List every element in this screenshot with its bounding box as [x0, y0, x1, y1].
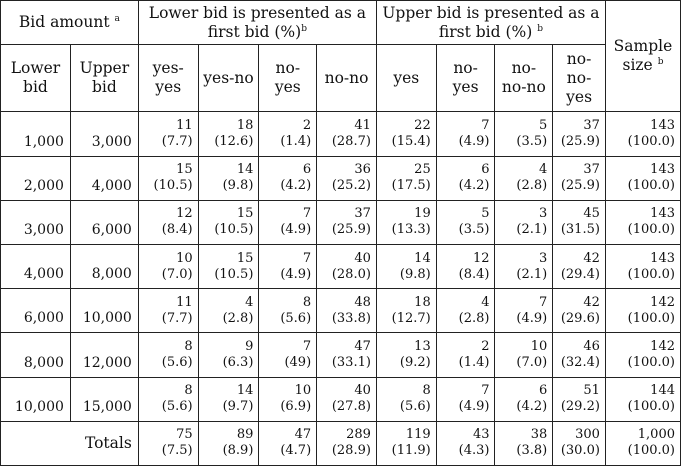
percent-value: (100.0) [627, 399, 675, 415]
upper-bid-cell: 4,000 [70, 156, 138, 200]
percent-value: (33.8) [331, 310, 371, 326]
percent-value: (4.2) [280, 178, 312, 194]
percent-value: (9.8) [222, 178, 254, 194]
count-value: 13 [414, 339, 431, 354]
percent-value: (3.5) [458, 222, 490, 238]
count-cell [317, 245, 377, 289]
sub-header-no-no-no: no-no-no [495, 45, 553, 112]
table-row [1, 289, 681, 333]
sample-size-cell [605, 245, 680, 289]
count-value: 41 [354, 118, 371, 134]
count-value: 4 [481, 294, 490, 310]
total-cell [317, 421, 377, 465]
count-value: 8 [302, 294, 312, 310]
count-value: 144 [650, 383, 675, 399]
total-percent-value: (30.0) [560, 443, 600, 459]
percent-value: (2.8) [222, 310, 254, 326]
total-count-value: 300 [575, 427, 600, 443]
percent-value: (15.4) [391, 134, 431, 150]
percent-value: (33.1) [331, 355, 371, 370]
count-value: 9 [245, 339, 254, 354]
count-cell [317, 289, 377, 333]
sub-header-yes-yes: yes-yes [138, 45, 198, 112]
count-value: 143 [650, 250, 675, 266]
count-cell [317, 200, 377, 244]
percent-value: (100.0) [627, 178, 675, 194]
count-value: 51 [583, 383, 600, 399]
count-value: 7 [538, 294, 548, 310]
table-row [1, 333, 681, 377]
percent-value: (7.7) [161, 134, 193, 150]
count-value: 45 [583, 206, 600, 222]
lower-bid-cell: 10,000 [1, 377, 71, 421]
count-cell [198, 200, 259, 244]
percent-value: (3.5) [516, 134, 548, 150]
count-cell [317, 156, 377, 200]
count-cell [198, 333, 259, 377]
total-cell [495, 421, 553, 465]
count-value: 8 [422, 383, 431, 399]
count-value: 142 [650, 339, 675, 354]
count-value: 48 [354, 294, 371, 310]
percent-value: (5.6) [399, 399, 431, 415]
count-value: 18 [414, 294, 431, 310]
count-cell [259, 377, 317, 421]
lower-bid-header: Lower bid [1, 45, 71, 112]
count-cell [138, 333, 198, 377]
percent-value: (100.0) [627, 310, 675, 326]
total-count-value: 47 [294, 427, 312, 443]
header-row-2 [1, 45, 681, 112]
total-cell [259, 421, 317, 465]
percent-value: (6.3) [222, 355, 254, 370]
total-percent-value: (8.9) [222, 443, 254, 459]
upper-bid-cell: 6,000 [70, 200, 138, 244]
percent-value: (6.9) [280, 399, 312, 415]
count-value: 37 [583, 118, 600, 134]
count-cell [376, 377, 436, 421]
count-value: 7 [302, 206, 312, 222]
count-value: 8 [184, 383, 193, 399]
count-cell [436, 112, 495, 156]
count-cell [553, 245, 606, 289]
percent-value: (2.8) [458, 310, 490, 326]
count-cell [259, 245, 317, 289]
percent-value: (9.2) [399, 355, 431, 370]
sample-size-cell [605, 377, 680, 421]
count-cell [553, 112, 606, 156]
total-percent-value: (4.7) [280, 443, 312, 459]
total-sample-size-cell [605, 421, 680, 465]
total-percent-value: (28.9) [331, 443, 371, 459]
percent-value: (2.1) [516, 222, 548, 238]
count-value: 7 [302, 339, 312, 354]
total-percent-value: (7.5) [161, 443, 193, 459]
percent-value: (5.6) [161, 355, 193, 370]
percent-value: (1.4) [280, 134, 312, 150]
bid-amount-label: Bid amount [18, 13, 110, 32]
count-cell [553, 377, 606, 421]
count-value: 8 [184, 339, 193, 354]
count-value: 143 [650, 206, 675, 222]
count-cell [553, 333, 606, 377]
percent-value: (4.9) [516, 310, 548, 326]
percent-value: (29.6) [560, 310, 600, 326]
percent-value: (5.6) [161, 399, 193, 415]
percent-value: (1.4) [458, 355, 490, 370]
count-value: 11 [176, 118, 193, 134]
sample-size-cell [605, 333, 680, 377]
total-count-value: 289 [346, 427, 371, 443]
count-value: 46 [583, 339, 600, 354]
percent-value: (9.8) [399, 266, 431, 282]
count-value: 14 [236, 162, 254, 178]
totals-row [1, 421, 681, 465]
count-value: 7 [302, 250, 312, 266]
count-cell [376, 289, 436, 333]
count-cell [495, 377, 553, 421]
upper-bid-cell: 12,000 [70, 333, 138, 377]
percent-value: (4.9) [280, 266, 312, 282]
table-row [1, 112, 681, 156]
percent-value: (28.7) [331, 134, 371, 150]
percent-value: (4.2) [458, 178, 490, 194]
count-cell [317, 333, 377, 377]
lower-first-header [138, 1, 376, 45]
count-value: 36 [354, 162, 371, 178]
total-count-value: 75 [176, 427, 193, 443]
bid-amount-header [1, 1, 139, 45]
upper-bid-header: Upper bid [70, 45, 138, 112]
total-cell [138, 421, 198, 465]
count-cell [138, 377, 198, 421]
percent-value: (32.4) [560, 355, 600, 370]
count-cell [376, 333, 436, 377]
count-value: 12 [472, 250, 490, 266]
percent-value: (2.8) [516, 178, 548, 194]
table-row [1, 156, 681, 200]
total-cell [198, 421, 259, 465]
count-value: 18 [236, 118, 254, 134]
count-cell [376, 112, 436, 156]
count-value: 5 [481, 206, 490, 222]
count-value: 42 [583, 294, 600, 310]
percent-value: (25.9) [331, 222, 371, 238]
count-value: 14 [414, 250, 431, 266]
count-cell [553, 156, 606, 200]
percent-value: (7.7) [161, 310, 193, 326]
percent-value: (27.8) [331, 399, 371, 415]
sample-size-cell [605, 200, 680, 244]
count-value: 4 [245, 294, 254, 310]
count-cell [495, 156, 553, 200]
percent-value: (12.6) [214, 134, 254, 150]
count-cell [138, 156, 198, 200]
percent-value: (7.0) [516, 355, 548, 370]
count-cell [138, 200, 198, 244]
count-value: 14 [236, 383, 254, 399]
lower-bid-cell: 4,000 [1, 245, 71, 289]
count-value: 15 [236, 250, 254, 266]
percent-value: (25.2) [331, 178, 371, 194]
count-value: 7 [481, 118, 490, 134]
count-value: 7 [481, 383, 490, 399]
percent-value: (4.9) [458, 134, 490, 150]
total-cell [436, 421, 495, 465]
sample-size-cell [605, 156, 680, 200]
count-value: 12 [176, 206, 193, 222]
count-cell [376, 200, 436, 244]
percent-value: (7.0) [161, 266, 193, 282]
total-percent-value: (3.8) [516, 443, 548, 459]
percent-value: (100.0) [627, 355, 675, 370]
percent-value: (17.5) [391, 178, 431, 194]
count-cell [259, 200, 317, 244]
upper-first-header [376, 1, 605, 45]
lower-bid-cell: 8,000 [1, 333, 71, 377]
percent-value: (28.0) [331, 266, 371, 282]
percent-value: (100.0) [627, 222, 675, 238]
count-value: 40 [354, 383, 371, 399]
total-count-value: 43 [472, 427, 490, 443]
count-value: 143 [650, 118, 675, 134]
count-value: 15 [176, 162, 193, 178]
percent-value: (4.9) [280, 222, 312, 238]
upper-bid-cell: 8,000 [70, 245, 138, 289]
percent-value: (5.6) [280, 310, 312, 326]
sub-header-upper-no-yes: no-yes [436, 45, 495, 112]
total-percent-value: (4.3) [458, 443, 490, 459]
count-value: 22 [414, 118, 431, 134]
sample-size-cell [605, 289, 680, 333]
header-row-1 [1, 1, 681, 45]
count-cell [317, 377, 377, 421]
table-body [1, 112, 681, 421]
count-value: 2 [302, 118, 312, 134]
sub-header-no-no-yes: no-no-yes [553, 45, 606, 112]
percent-value: (13.3) [391, 222, 431, 238]
total-count-value: 38 [530, 427, 548, 443]
upper-bid-cell: 10,000 [70, 289, 138, 333]
percent-value: (9.7) [222, 399, 254, 415]
footnote-marker: b [657, 57, 664, 68]
percent-value: (29.2) [560, 399, 600, 415]
lower-bid-cell: 1,000 [1, 112, 71, 156]
table-row [1, 377, 681, 421]
percent-value: (100.0) [627, 134, 675, 150]
upper-bid-cell: 3,000 [70, 112, 138, 156]
sub-header-yes: yes [376, 45, 436, 112]
total-cell [376, 421, 436, 465]
count-value: 11 [176, 294, 193, 310]
count-value: 10 [176, 250, 193, 266]
percent-value: (25.9) [560, 134, 600, 150]
lower-bid-cell: 2,000 [1, 156, 71, 200]
footnote-marker: b [301, 23, 307, 34]
count-cell [495, 245, 553, 289]
count-value: 6 [302, 162, 312, 178]
percent-value: (10.5) [214, 266, 254, 282]
count-cell [376, 245, 436, 289]
count-cell [495, 289, 553, 333]
count-value: 37 [354, 206, 371, 222]
count-value: 2 [481, 339, 490, 354]
count-cell [259, 289, 317, 333]
sub-header-no-no: no-no [317, 45, 377, 112]
count-cell [436, 245, 495, 289]
table-row [1, 245, 681, 289]
count-value: 6 [538, 383, 548, 399]
footnote-marker: a [114, 13, 120, 24]
count-value: 5 [538, 118, 548, 134]
percent-value: (10.5) [153, 178, 193, 194]
percent-value: (2.1) [516, 266, 548, 282]
count-cell [138, 245, 198, 289]
count-cell [317, 112, 377, 156]
sample-size-header [605, 1, 680, 112]
count-cell [495, 112, 553, 156]
count-value: 15 [236, 206, 254, 222]
percent-value: (4.9) [458, 399, 490, 415]
count-value: 3 [538, 206, 548, 222]
count-cell [436, 377, 495, 421]
count-cell [138, 289, 198, 333]
count-cell [436, 200, 495, 244]
count-cell [436, 333, 495, 377]
count-value: 47 [354, 339, 371, 354]
total-percent-value: (11.9) [391, 443, 431, 459]
count-value: 40 [354, 250, 371, 266]
total-count-value: 1,000 [637, 427, 675, 443]
table-row [1, 200, 681, 244]
percent-value: (25.9) [560, 178, 600, 194]
total-count-value: 119 [405, 427, 431, 443]
sub-header-yes-no: yes-no [198, 45, 259, 112]
percent-value: (12.7) [391, 310, 431, 326]
total-count-value: 89 [236, 427, 254, 443]
count-cell [553, 200, 606, 244]
lower-bid-cell: 6,000 [1, 289, 71, 333]
total-cell [553, 421, 606, 465]
sub-header-no-yes: no-yes [259, 45, 317, 112]
count-cell [259, 156, 317, 200]
count-cell [553, 289, 606, 333]
upper-first-label: Upper bid is presented as a first bid (%) [382, 3, 600, 41]
footnote-marker: b [537, 23, 543, 34]
percent-value: (10.5) [214, 222, 254, 238]
upper-bid-cell: 15,000 [70, 377, 138, 421]
count-value: 10 [530, 339, 548, 354]
count-value: 3 [538, 250, 548, 266]
count-cell [259, 112, 317, 156]
count-cell [198, 377, 259, 421]
percent-value: (8.4) [161, 222, 193, 238]
count-value: 10 [294, 383, 312, 399]
count-cell [259, 333, 317, 377]
count-cell [198, 156, 259, 200]
total-percent-value: (100.0) [627, 443, 675, 459]
percent-value: (49) [284, 355, 312, 370]
count-value: 143 [650, 162, 675, 178]
count-cell [495, 333, 553, 377]
percent-value: (100.0) [627, 266, 675, 282]
percent-value: (31.5) [560, 222, 600, 238]
count-cell [138, 112, 198, 156]
count-cell [495, 200, 553, 244]
lower-first-label: Lower bid is presented as a first bid (%) [148, 3, 366, 41]
count-value: 142 [650, 294, 675, 310]
count-value: 6 [481, 162, 490, 178]
percent-value: (8.4) [458, 266, 490, 282]
sample-size-cell [605, 112, 680, 156]
count-cell [436, 156, 495, 200]
lower-bid-cell: 3,000 [1, 200, 71, 244]
count-cell [198, 289, 259, 333]
count-cell [376, 156, 436, 200]
count-value: 42 [583, 250, 600, 266]
totals-label: Totals [1, 421, 139, 465]
percent-value: (29.4) [560, 266, 600, 282]
count-value: 25 [414, 162, 431, 178]
sample-size-label: Sample size [613, 37, 673, 75]
count-value: 19 [414, 206, 431, 222]
percent-value: (4.2) [516, 399, 548, 415]
count-value: 37 [583, 162, 600, 178]
count-cell [436, 289, 495, 333]
count-cell [198, 245, 259, 289]
count-value: 4 [538, 162, 548, 178]
count-cell [198, 112, 259, 156]
